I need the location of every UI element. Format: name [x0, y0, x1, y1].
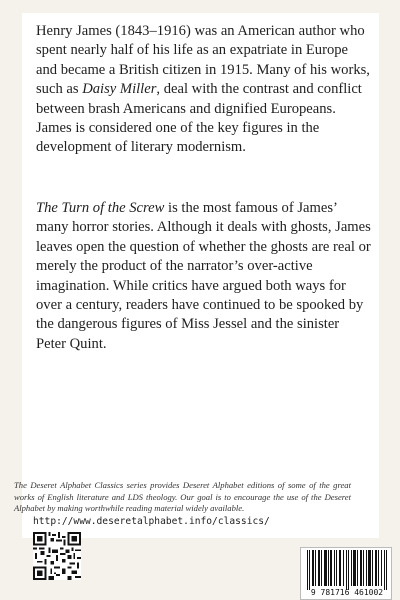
author-text-a: Henry James (1843–1916) was an American author who spent nearly half of his life as an expatriate in Europe and became a British citizen in 1915. Many of his works, such as	[36, 23, 370, 98]
author-paragraph	[36, 22, 371, 158]
turn-of-the-screw-title: The Turn of the Screw	[36, 200, 165, 216]
daisy-miller-title: Daisy Miller	[82, 81, 157, 98]
author-text-b: , deal with the contrast and conflict between brash Americans and dignified Europeans. James is considered one of the key figures in the development of literary modernism.	[36, 81, 362, 156]
story-text: is the most famous of James’ many horror stories. Although it deals with ghosts, James leaves open the question of whether the ghosts are real or merely the product of the narrator’s over-active imagination. While critics have argued both ways for over a century, readers have continued to be spooked by the dangerous figures of Miss Jessel and the sinister Peter Quint.	[36, 200, 371, 352]
barcode-icon	[305, 550, 389, 590]
text-panel	[22, 13, 379, 538]
qr-code-icon[interactable]	[33, 532, 81, 580]
barcode-box	[300, 547, 392, 600]
series-note: The Deseret Alphabet Classics series provides Deseret Alphabet editions of some of the great works of English literature and LDS theology. Our goal is to encourage the use of the Deseret Alphabet by making worthwhile reading material widely available.	[14, 480, 351, 514]
url-text[interactable]: http://www.deseretalphabet.info/classics/	[33, 516, 270, 527]
isbn-digits: 9 781716 461002	[310, 588, 384, 597]
story-paragraph	[36, 199, 371, 354]
